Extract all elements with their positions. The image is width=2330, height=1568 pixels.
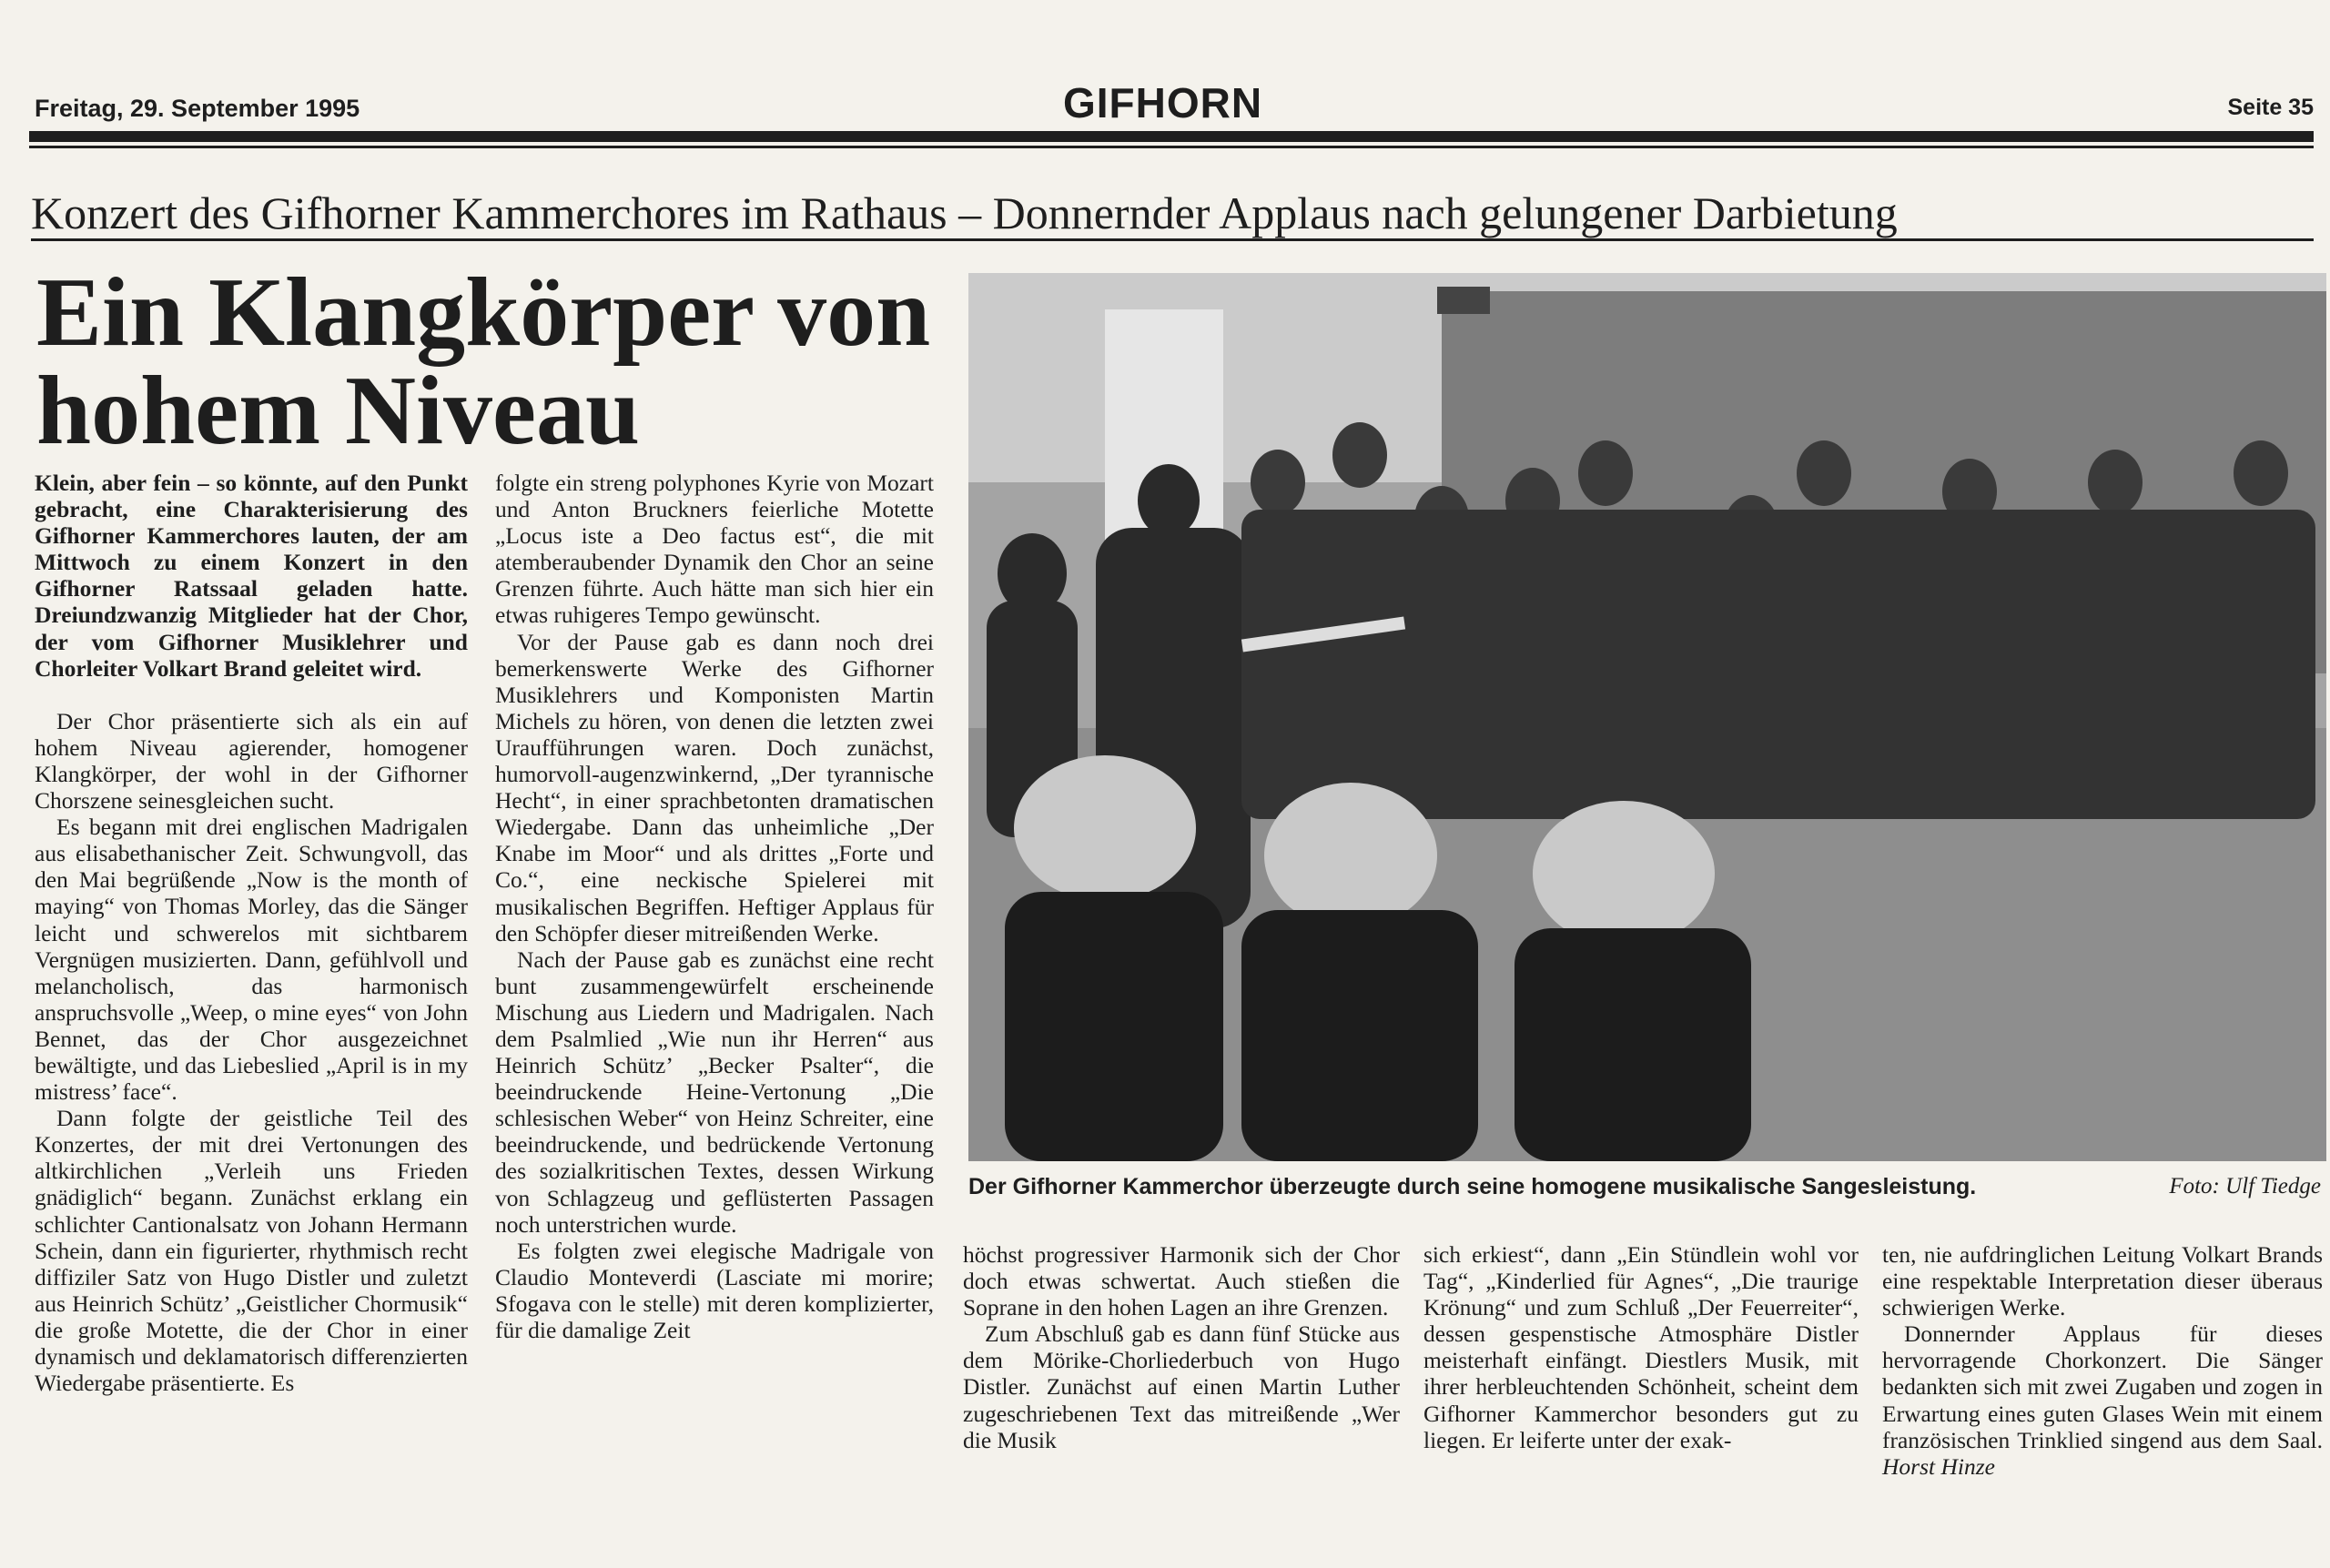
header-rule-thick: [29, 131, 2314, 142]
section-title: GIFHORN: [1063, 79, 1263, 126]
paragraph: ten, nie aufdringlichen Leitung Volkart Brands eine respektable Interpretation dieser überaus schwierigen Werke.: [1882, 1241, 2323, 1321]
text-column-4: [1423, 1241, 1859, 1453]
photo-caption: Der Gifhorner Kammerchor überzeugte durch seine homogene musikalische Sangesleistung.: [968, 1174, 1977, 1199]
author-signature: Horst Hinze: [1882, 1452, 1995, 1480]
photo-credit: Foto: Ulf Tiedge: [2169, 1174, 2321, 1199]
paragraph: sich erkiest“, dann „Ein Stündlein wohl vor Tag“, „Kinderlied für Agnes“, „Die traurige Krönung“ und zum Schluß „Der Feuerreiter“, dessen gespenstische Atmosphäre Distler meisterhaft einfängt. Diestlers Musik, mit ihrer herbleuchtenden Schönheit, scheint dem Gifhorner Kammerchor besonders gut zu liegen. Er leiferte unter der exak-: [1423, 1241, 1859, 1453]
paragraph: Vor der Pause gab es dann noch drei bemerkenswerte Werke des Gifhorner Musiklehrers und Komponisten Martin Michels zu hören, von denen die letzten zwei Uraufführungen waren. Doch zunächst, humorvoll-augenzwinkernd, „Der tyrannische Hecht“, in einer sprachbetonten dramatischen Wiedergabe. Dann das unheimliche „Der Knabe im Moor“ und als drittes „Forte und Co.“, eine neckische Spielerei mit musikalischen Begriffen. Heftiger Applaus für den Schöpfer dieser mitreißenden Werke.: [495, 628, 934, 946]
text-column-5: [1882, 1241, 2323, 1480]
kicker-rule: [31, 238, 2314, 241]
paragraph: höchst progressiver Harmonik sich der Chor doch etwas schwertat. Auch stießen die Soprane in den hohen Lagen an ihre Grenzen.: [963, 1241, 1400, 1321]
paragraph: Es folgten zwei elegische Madrigale von Claudio Monteverdi (Lasciate mi morire; Sfogava con le stelle) mit deren komplizierter, für die damalige Zeit: [495, 1237, 934, 1343]
article-lead: Klein, aber fein – so könnte, auf den Punkt gebracht, eine Charakterisierung des Gifhorner Kammerchores lauten, der am Mittwoch zu einem Konzert in den Gifhorner Ratssaal geladen hatte. Dreiundzwanzig Mitglieder hat der Chor, der vom Gifhorner Musiklehrer und Chorleiter Volkart Brand geleitet wird.: [35, 470, 468, 682]
text-column-3: [963, 1241, 1400, 1453]
paragraph: folgte ein streng polyphones Kyrie von Mozart und Anton Bruckners feierliche Motette „Locus iste a Deo factus est“, die mit atemberaubender Dynamik den Chor an seine Grenzen führte. Auch hätte man sich hier ein etwas ruhigeres Tempo gewünscht.: [495, 470, 934, 629]
choir-photo-drawing: [968, 273, 2326, 1161]
text-column-2: [495, 470, 934, 1343]
article-kicker: Konzert des Gifhorner Kammerchores im Rathaus – Donnernder Applaus nach gelungener Darbietung: [31, 187, 1898, 238]
paragraph-final: [1882, 1320, 2323, 1480]
issue-date: Freitag, 29. September 1995: [35, 95, 360, 122]
paragraph: Zum Abschluß gab es dann fünf Stücke aus dem Mörike-Chorliederbuch von Hugo Distler. Zunächst auf einen Martin Luther zugeschriebenen Text das mitreißende „Wer die Musik: [963, 1320, 1400, 1453]
page-number: Seite 35: [2227, 95, 2314, 120]
header-rule-thin: [29, 146, 2314, 148]
paragraph: Der Chor präsentierte sich als ein auf hohem Niveau agierender, homogener Klangkörper, der wohl in der Gifhorner Chorszene seinesgleichen sucht.: [35, 707, 468, 814]
text-column-1: [35, 470, 468, 1396]
paragraph: Nach der Pause gab es zunächst eine recht bunt zusammengewürfelt erscheinende Mischung aus Liedern und Madrigalen. Nach dem Psalmlied „Wie nun ihr Herren“ aus Heinrich Schütz’ „Becker Psalter“, die beeindruckende Heine-Vertonung „Die schlesischen Weber“ von Heinz Schreiter, eine beeindruckende, und bedrückende Vertonung des sozialkritischen Textes, dessen Wirkung von Schlagzeug und geflüsterten Passagen noch unterstrichen wurde.: [495, 946, 934, 1238]
final-text: Donnernder Applaus für dieses hervorragende Chorkonzert. Die Sänger bedankten sich mit zwei Zugaben und zogen in Erwartung eines guten Glases Wein mit einem französischen Trinklied singend aus dem Saal.: [1882, 1320, 2323, 1453]
paragraph: Dann folgte der geistliche Teil des Konzertes, der mit drei Vertonungen des altkirchlichen „Verleih uns Frieden gnädiglich“ begann. Zunächst erklang ein schlichter Cantionalsatz von Johann Hermann Schein, dann ein figurierter, rhythmisch recht diffiziler Satz von Hugo Distler und zuletzt aus Heinrich Schütz’ „Geistlicher Chormusik“ die große Motette, die der Chor in einer dynamisch und deklamatorisch differenzierten Wiedergabe präsentierte. Es: [35, 1105, 468, 1397]
paragraph: Es begann mit drei englischen Madrigalen aus elisabethanischer Zeit. Schwungvoll, das den Mai begrüßende „Now is the month of maying“ von Thomas Morley, das die Sänger leicht und schwerelos mit sichtbarem Vergnügen musizierten. Dann, gefühlvoll und melancholisch, das harmonisch anspruchsvolle „Weep, o mine eyes“ von John Bennet, das der Chor ausgezeichnet bewältigte, und das Liebeslied „April is in my mistress’ face“.: [35, 814, 468, 1106]
article-headline: Ein Klangkörper von hohem Niveau: [36, 258, 931, 465]
choir-photo: [968, 273, 2326, 1161]
